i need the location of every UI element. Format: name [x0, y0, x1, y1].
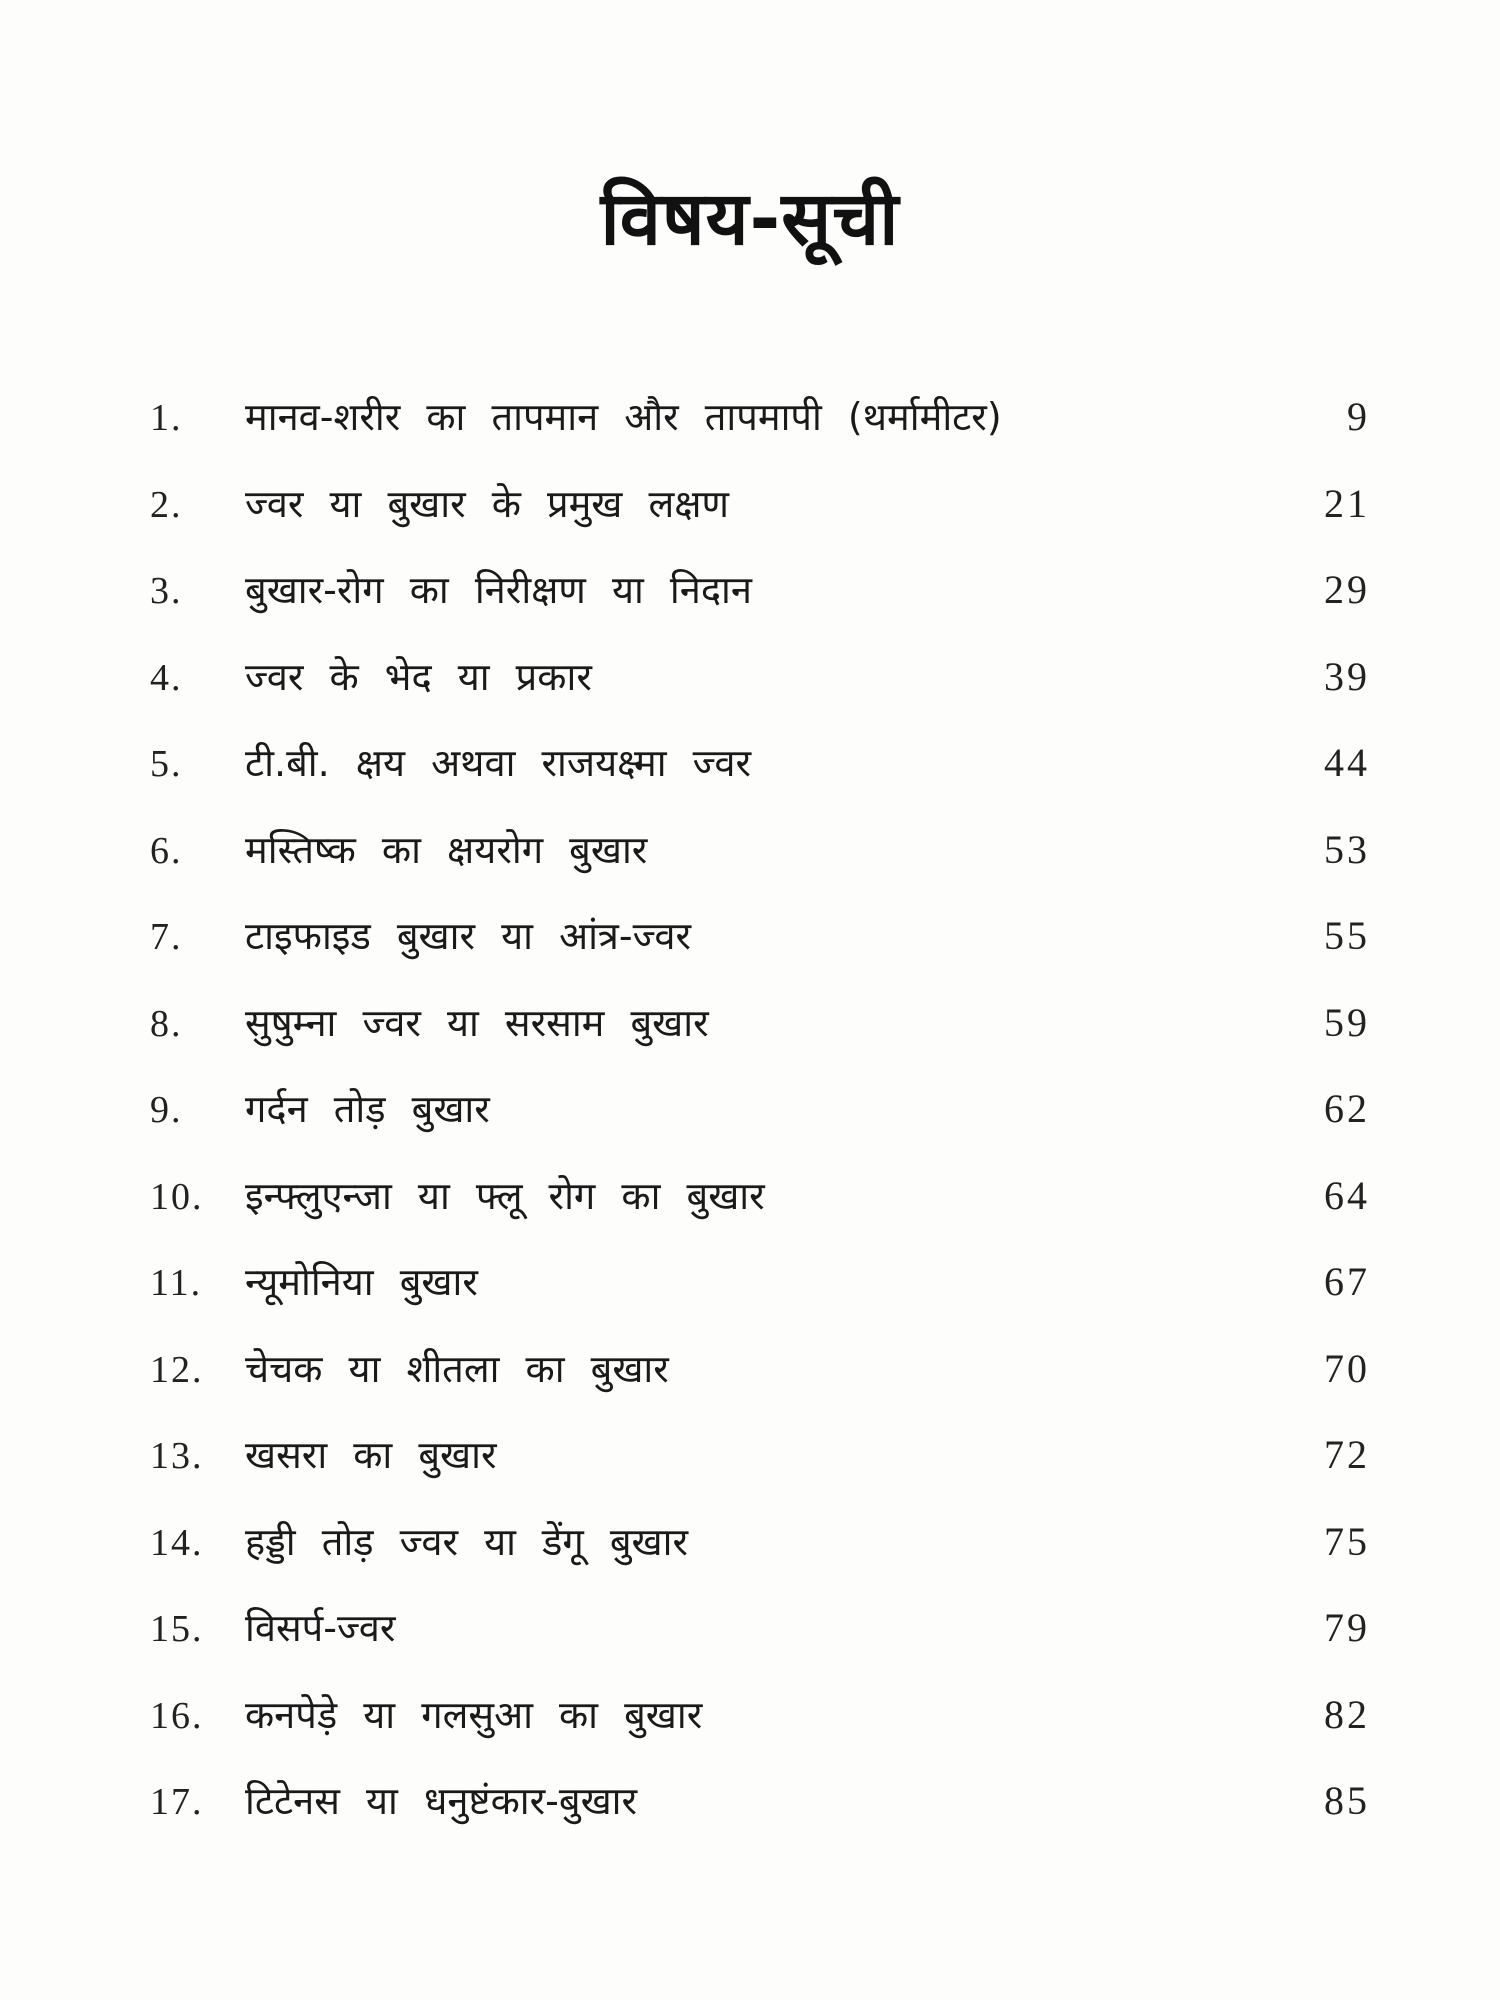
entry-title: इन्फ्लुएन्जा या फ्लू रोग का बुखार — [245, 1173, 765, 1218]
toc-entry — [150, 1169, 1370, 1256]
entry-page-number: 55 — [1324, 913, 1370, 958]
toc-entry — [150, 390, 1370, 477]
entry-number: 12. — [150, 1348, 204, 1391]
entry-title: न्यूमोनिया बुखार — [245, 1260, 478, 1304]
toc-entry — [150, 1082, 1370, 1169]
entry-number: 16. — [150, 1694, 204, 1737]
toc-entry — [150, 563, 1370, 650]
entry-number: 8. — [150, 1002, 183, 1045]
entry-title: टी.बी. क्षय अथवा राजयक्ष्मा ज्वर — [245, 741, 752, 785]
entry-title: विसर्प-ज्वर — [245, 1606, 396, 1650]
entry-title: ज्वर या बुखार के प्रमुख लक्षण — [245, 481, 729, 526]
entry-page-number: 53 — [1324, 826, 1370, 872]
entry-page-number: 9 — [1347, 394, 1370, 439]
entry-title: कनपेड़े या गलसुआ का बुखार — [245, 1692, 703, 1737]
toc-entry — [150, 477, 1370, 564]
entry-page-number: 64 — [1324, 1172, 1370, 1218]
entry-page-number: 85 — [1324, 1778, 1370, 1823]
entry-title: हड्डी तोड़ ज्वर या डेंगू बुखार — [245, 1519, 689, 1564]
entry-title: मस्तिष्क का क्षयरोग बुखार — [245, 827, 648, 872]
entry-number: 11. — [150, 1262, 203, 1304]
toc-entry — [150, 736, 1370, 823]
toc-entry — [150, 909, 1370, 996]
entry-number: 1. — [150, 397, 183, 439]
entry-number: 10. — [150, 1175, 204, 1218]
table-of-contents — [150, 390, 1370, 1861]
entry-title: खसरा का बुखार — [245, 1433, 497, 1477]
entry-page-number: 82 — [1324, 1691, 1370, 1737]
entry-title: टाइफाइड बुखार या आंत्र-ज्वर — [245, 914, 691, 958]
toc-entry — [150, 823, 1370, 910]
entry-page-number: 79 — [1324, 1605, 1370, 1650]
entry-number: 2. — [150, 483, 183, 526]
toc-entry — [150, 1601, 1370, 1688]
toc-entry — [150, 1255, 1370, 1342]
entry-page-number: 70 — [1324, 1345, 1370, 1391]
entry-page-number: 21 — [1324, 480, 1370, 526]
entry-number: 6. — [150, 829, 183, 872]
entry-title: सुषुम्ना ज्वर या सरसाम बुखार — [245, 1000, 709, 1045]
entry-page-number: 59 — [1324, 999, 1370, 1045]
entry-title: मानव-शरीर का तापमान और तापमापी (थर्मामीटर) — [245, 395, 1002, 439]
entry-page-number: 44 — [1324, 740, 1370, 785]
entry-number: 3. — [150, 570, 183, 612]
entry-number: 13. — [150, 1435, 204, 1477]
toc-entry — [150, 1428, 1370, 1515]
toc-entry — [150, 1688, 1370, 1775]
entry-number: 7. — [150, 916, 183, 958]
toc-entry — [150, 1515, 1370, 1602]
entry-page-number: 67 — [1324, 1259, 1370, 1304]
toc-entry — [150, 996, 1370, 1083]
entry-number: 9. — [150, 1089, 183, 1131]
entry-title: टिटेनस या धनुष्टंकार-बुखार — [245, 1779, 638, 1823]
entry-page-number: 29 — [1324, 567, 1370, 612]
entry-title: ज्वर के भेद या प्रकार — [245, 654, 592, 699]
toc-entry — [150, 650, 1370, 737]
entry-title: बुखार-रोग का निरीक्षण या निदान — [245, 568, 752, 612]
page-title: विषय-सूची — [600, 176, 900, 262]
entry-title: गर्दन तोड़ बुखार — [245, 1087, 490, 1131]
entry-number: 14. — [150, 1521, 204, 1564]
toc-entry — [150, 1342, 1370, 1429]
entry-number: 4. — [150, 656, 183, 699]
entry-number: 17. — [150, 1781, 204, 1823]
entry-title: चेचक या शीतला का बुखार — [245, 1346, 669, 1391]
entry-page-number: 39 — [1324, 653, 1370, 699]
entry-page-number: 75 — [1324, 1518, 1370, 1564]
entry-page-number: 62 — [1324, 1086, 1370, 1131]
entry-page-number: 72 — [1324, 1432, 1370, 1477]
toc-entry — [150, 1774, 1370, 1861]
entry-number: 15. — [150, 1608, 204, 1650]
entry-number: 5. — [150, 743, 183, 785]
